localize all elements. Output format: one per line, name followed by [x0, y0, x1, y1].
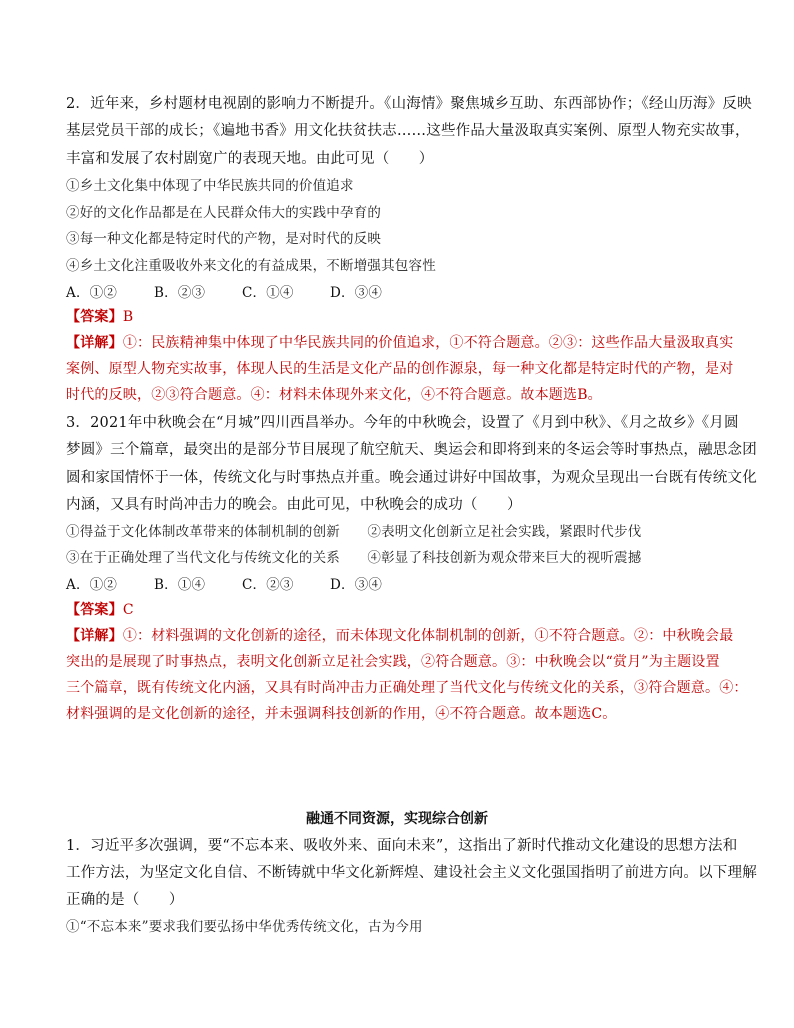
q2-answer — [66, 306, 133, 326]
q3-detail-line-1 — [66, 625, 733, 645]
q3-choice-d: D．③④ — [330, 577, 383, 593]
q3-stem-line-2: 梦圆》三个篇章，最突出的是部分节目展现了航空航天、奥运会和即将到来的冬运会等时事热点，融思念团 — [66, 442, 757, 458]
q2-choice-c: C．①④ — [242, 285, 294, 301]
q3-option-row-2: ③在于正确处理了当代文化与传统文化的关系 ④彰显了科技创新为观众带来巨大的视听震撼 — [66, 550, 642, 566]
q3-detail-text-1: ①：材料强调的文化创新的途径，而未体现文化体制机制的创新，①不符合题意。②：中秋晚会最 — [122, 628, 734, 644]
q2-option-2: ②好的文化作品都是在人民群众伟大的实践中孕育的 — [66, 205, 382, 221]
q2-stem-line-1: 2．近年来，乡村题材电视剧的影响力不断提升。《山海情》聚焦城乡互助、东西部协作；《经山历海》反映 — [66, 96, 752, 112]
q3-option-row-1: ①得益于文化体制改革带来的体制机制的创新 ②表明文化创新立足社会实践，紧跟时代步伐 — [66, 524, 642, 540]
q1-stem-line-1: 1．习近平多次强调，要“不忘本来、吸收外来、面向未来”，这指出了新时代推动文化建设的思想方法和 — [66, 838, 738, 854]
q2-detail-line-2: 案例、原型人物充实故事，体现人民的生活是文化产品的创作源泉，每一种文化都是特定时代的产物，是对 — [66, 361, 734, 377]
q3-stem-line-3: 圆和家国情怀于一体，传统文化与时事热点并重。晚会通过讲好中国故事，为观众呈现出一台既有传统文化 — [66, 470, 757, 486]
q2-choices — [66, 281, 418, 301]
q2-choice-a: A．①② — [66, 285, 118, 301]
q3-choices — [66, 573, 418, 593]
q1-option-1: ①“不忘本来”要求我们要弘扬中华优秀传统文化，古为今用 — [66, 919, 423, 935]
q2-detail-label: 【详解】 — [66, 335, 123, 351]
q2-choice-b: B．②③ — [154, 285, 206, 301]
q3-detail-line-4: 材料强调的是文化创新的途径，并未强调科技创新的作用，④不符合题意。故本题选C。 — [66, 706, 617, 722]
section-title: 融通不同资源，实现综合创新 — [306, 811, 488, 827]
q3-detail-line-3: 三个篇章，既有传统文化内涵，又具有时尚冲击力正确处理了当代文化与传统文化的关系，③符合题意。④： — [66, 680, 748, 696]
q1-stem-line-2: 工作方法，为坚定文化自信、不断铸就中华文化新辉煌、建设社会主义文化强国指明了前进方向。以下理解 — [66, 865, 757, 881]
q3-choice-b: B．①④ — [154, 577, 206, 593]
q1-stem-line-3: 正确的是（ ） — [66, 892, 184, 908]
q2-answer-label: 【答案】 — [66, 309, 123, 325]
q3-choice-a: A．①② — [66, 577, 118, 593]
q2-detail-line-1 — [66, 332, 733, 352]
q2-answer-value: B — [122, 309, 134, 325]
q2-option-3: ③每一种文化都是特定时代的产物，是对时代的反映 — [66, 231, 382, 247]
q2-option-1: ①乡土文化集中体现了中华民族共同的价值追求 — [66, 178, 354, 194]
q3-answer-label: 【答案】 — [66, 602, 123, 618]
q2-stem-line-3: 丰富和发展了农村剧宽广的表现天地。由此可见（ ） — [66, 151, 434, 167]
q2-option-4: ④乡土文化注重吸收外来文化的有益成果，不断增强其包容性 — [66, 258, 436, 274]
q2-choice-d: D．③④ — [330, 285, 383, 301]
q3-detail-line-2: 突出的是展现了时事热点，表明文化创新立足社会实践，②符合题意。③：中秋晚会以“赏月”为主题设置 — [66, 654, 720, 670]
q3-answer-value: C — [122, 602, 134, 618]
q2-stem-line-2: 基层党员干部的成长；《遍地书香》用文化扶贫扶志……这些作品大量汲取真实案例、原型人物充实故事， — [66, 123, 750, 139]
q2-detail-line-3: 时代的反映，②③符合题意。④：材料未体现外来文化，④不符合题意。故本题选B。 — [66, 387, 602, 403]
q3-stem-line-4: 内涵，又具有时尚冲击力的晚会。由此可见，中秋晚会的成功（ ） — [66, 497, 522, 513]
q2-detail-text-1: ①：民族精神集中体现了中华民族共同的价值追求，①不符合题意。②③：这些作品大量汲取真实 — [122, 335, 734, 351]
q3-choice-c: C．②③ — [242, 577, 294, 593]
q3-detail-label: 【详解】 — [66, 628, 123, 644]
q3-stem-line-1: 3．2021年中秋晚会在“月城”四川西昌举办。今年的中秋晚会，设置了《月到中秋》、《月之故乡》《月圆 — [66, 415, 739, 431]
q3-answer — [66, 599, 134, 619]
